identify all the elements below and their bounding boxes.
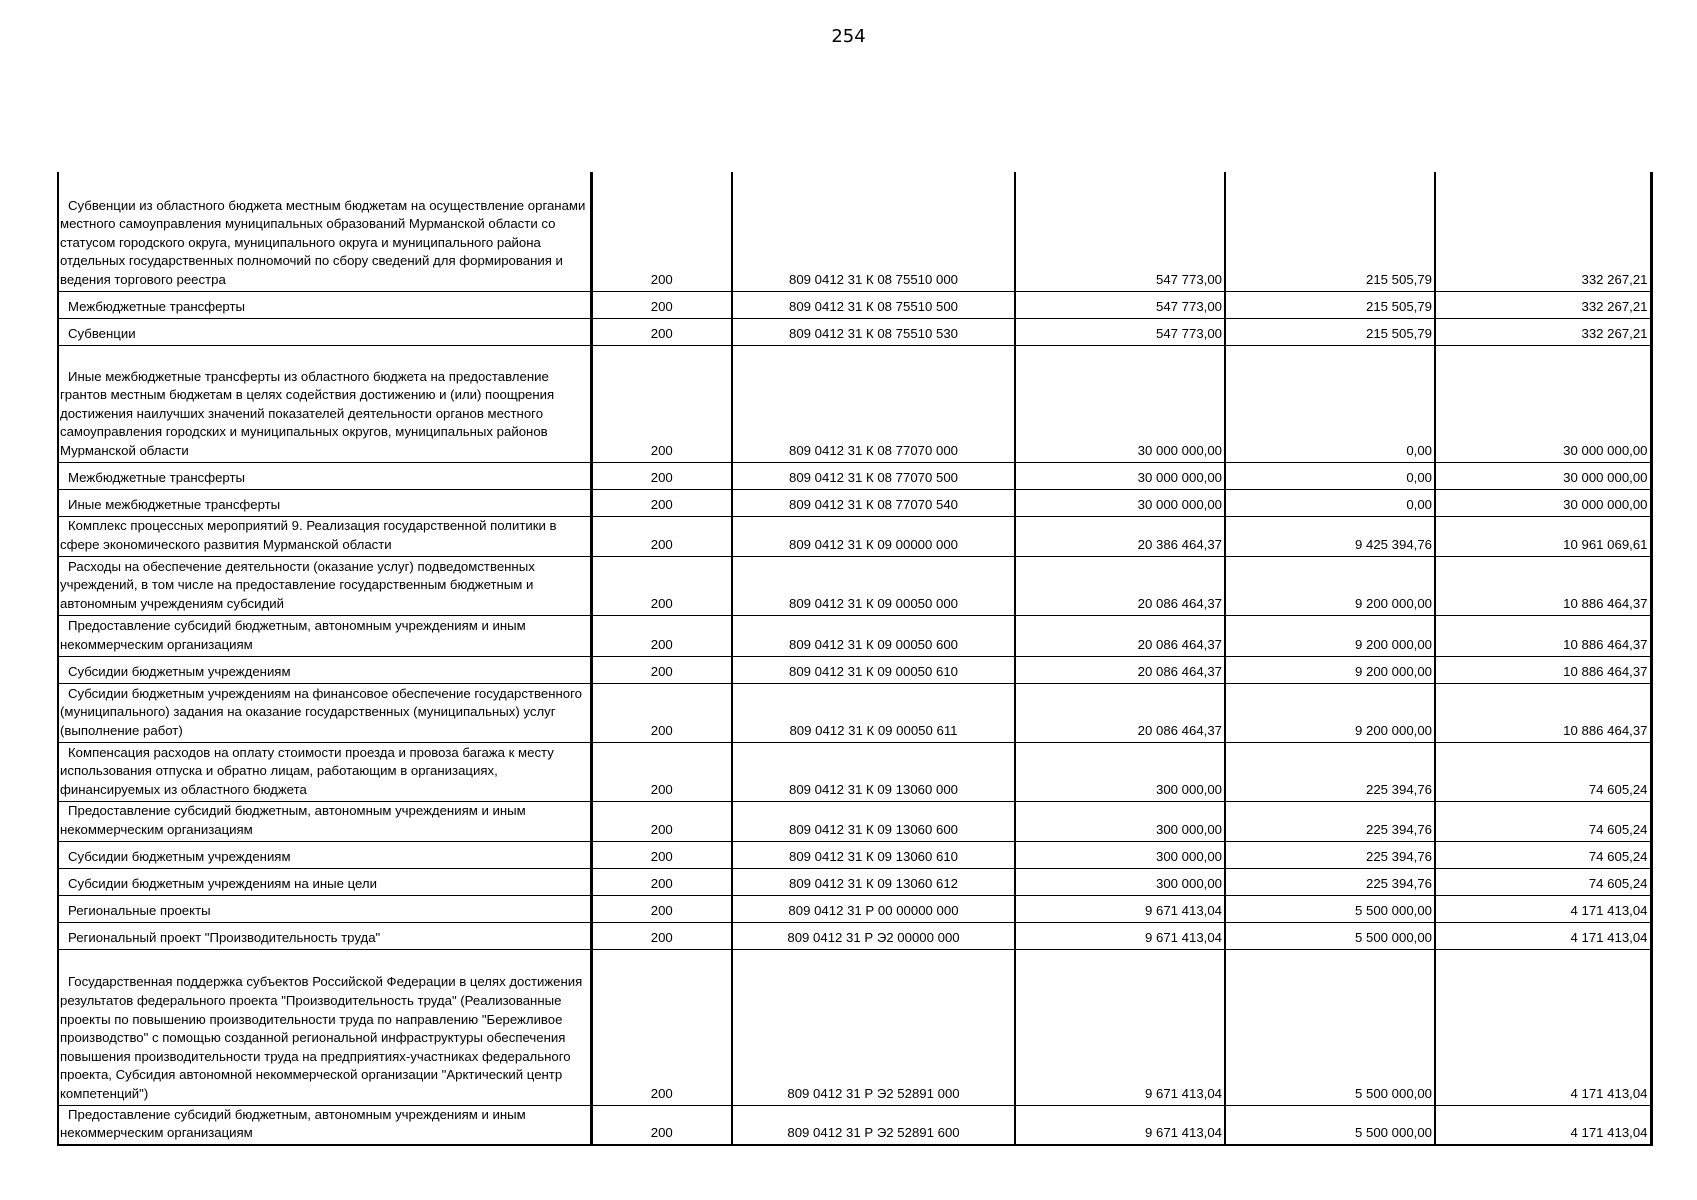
row-unexecuted-cell	[1435, 949, 1651, 1105]
table-body	[58, 172, 1651, 1145]
cell-text: 300 000,00	[1155, 875, 1222, 891]
cell-text: 200	[650, 1085, 673, 1101]
cell-text: 809 0412 31 Р Э2 52891 600	[787, 1125, 960, 1141]
cell-text: 30 000 000,00	[1563, 442, 1648, 458]
cell-text: 200	[650, 781, 673, 797]
cell-text: 74 605,24	[1588, 781, 1648, 797]
row-code-cell	[732, 291, 1015, 318]
cell-text: Государственная поддержка субъектов Российской Федерации в целях достижения результатов федерального проекта "Производительность труда" (Реализованные проекты по повышению производительности труда по направлению "Бережливое производство" с помощью созданной региональной инфраструктуры обеспечения повышения производительности труда на предприятиях-участниках федерального проекта, Субсидия автономной некоммерческой организации "Арктический центр компетенций")	[60, 974, 583, 1101]
cell-text: Субсидии бюджетным учреждениям	[68, 663, 291, 679]
cell-text: 225 394,76	[1365, 848, 1432, 864]
cell-text: 200	[650, 469, 673, 485]
row-status-cell	[591, 489, 732, 516]
table-row	[58, 615, 1651, 656]
row-name-cell	[58, 462, 591, 489]
cell-text: 30 000 000,00	[1563, 496, 1648, 512]
row-executed-cell	[1225, 345, 1435, 462]
cell-text: 200	[650, 298, 673, 314]
row-status-cell	[591, 801, 732, 841]
cell-text: 74 605,24	[1588, 875, 1648, 891]
row-name-cell	[58, 895, 591, 922]
row-code-cell	[732, 462, 1015, 489]
cell-text: 20 086 464,37	[1137, 636, 1222, 652]
row-executed-cell	[1225, 841, 1435, 868]
row-code-cell	[732, 742, 1015, 801]
table-row	[58, 345, 1651, 462]
row-status-cell	[591, 516, 732, 556]
cell-text: 809 0412 31 К 09 13060 000	[788, 781, 959, 797]
row-code-cell	[732, 345, 1015, 462]
row-executed-cell	[1225, 291, 1435, 318]
cell-text: 20 086 464,37	[1137, 663, 1222, 679]
row-executed-cell	[1225, 516, 1435, 556]
cell-text: Региональные проекты	[68, 902, 211, 918]
cell-text: 809 0412 31 К 09 13060 612	[788, 875, 959, 891]
cell-text: 809 0412 31 Р 00 00000 000	[788, 902, 959, 918]
table-row	[58, 556, 1651, 615]
cell-text: 809 0412 31 К 08 75510 000	[788, 271, 959, 287]
cell-text: Субсидии бюджетным учреждениям на финансовое обеспечение государственного (муниципального) задания на оказание государственных (муниципальных) услуг (выполнение работ)	[60, 685, 582, 738]
cell-text: Компенсация расходов на оплату стоимости проезда и провоза багажа к месту использования отпуска и обратно лицам, работающим в организациях, финансируемых из областного бюджета	[60, 744, 554, 797]
cell-text: 9 671 413,04	[1144, 929, 1222, 945]
cell-text: 9 425 394,76	[1354, 536, 1432, 552]
row-status-cell	[591, 1105, 732, 1145]
cell-text: Межбюджетные трансферты	[68, 298, 245, 314]
row-code-cell	[732, 489, 1015, 516]
row-name-cell	[58, 345, 591, 462]
row-code-cell	[732, 615, 1015, 656]
cell-text: 200	[650, 875, 673, 891]
row-approved-cell	[1015, 318, 1225, 345]
cell-text: 200	[650, 595, 673, 611]
cell-text: 4 171 413,04	[1570, 902, 1648, 918]
cell-text: 200	[650, 1125, 673, 1141]
row-name-cell	[58, 489, 591, 516]
row-executed-cell	[1225, 801, 1435, 841]
cell-text: 225 394,76	[1365, 821, 1432, 837]
cell-text: 5 500 000,00	[1354, 929, 1432, 945]
table-row	[58, 922, 1651, 949]
row-approved-cell	[1015, 868, 1225, 895]
budget-execution-table	[57, 172, 1653, 1146]
cell-text: 332 267,21	[1581, 271, 1648, 287]
table-row	[58, 841, 1651, 868]
table-row	[58, 318, 1651, 345]
row-code-cell	[732, 841, 1015, 868]
row-approved-cell	[1015, 556, 1225, 615]
table-row	[58, 516, 1651, 556]
row-name-cell	[58, 868, 591, 895]
cell-text: Субвенции	[68, 325, 136, 341]
row-unexecuted-cell	[1435, 801, 1651, 841]
row-approved-cell	[1015, 922, 1225, 949]
cell-text: 4 171 413,04	[1570, 1125, 1648, 1141]
cell-text: 5 500 000,00	[1354, 1085, 1432, 1101]
row-code-cell	[732, 949, 1015, 1105]
cell-text: 200	[650, 929, 673, 945]
row-executed-cell	[1225, 615, 1435, 656]
row-unexecuted-cell	[1435, 556, 1651, 615]
cell-text: 809 0412 31 К 08 77070 540	[788, 496, 959, 512]
cell-text: 0,00	[1406, 442, 1432, 458]
cell-text: 809 0412 31 К 09 00050 000	[788, 595, 959, 611]
cell-text: 809 0412 31 К 09 13060 610	[788, 848, 959, 864]
cell-text: 9 671 413,04	[1144, 1085, 1222, 1101]
row-code-cell	[732, 895, 1015, 922]
row-unexecuted-cell	[1435, 516, 1651, 556]
row-code-cell	[732, 656, 1015, 683]
cell-text: 9 671 413,04	[1144, 1125, 1222, 1141]
row-approved-cell	[1015, 489, 1225, 516]
table-row	[58, 291, 1651, 318]
row-executed-cell	[1225, 318, 1435, 345]
cell-text: 200	[650, 496, 673, 512]
page-number: 254	[831, 26, 866, 47]
row-name-cell	[58, 841, 591, 868]
row-approved-cell	[1015, 615, 1225, 656]
row-code-cell	[732, 1105, 1015, 1145]
cell-text: 809 0412 31 К 08 77070 000	[788, 442, 959, 458]
cell-text: 200	[650, 442, 673, 458]
cell-text: 4 171 413,04	[1570, 929, 1648, 945]
row-status-cell	[591, 868, 732, 895]
cell-text: 200	[650, 271, 673, 287]
row-name-cell	[58, 742, 591, 801]
row-code-cell	[732, 683, 1015, 742]
cell-text: 30 000 000,00	[1563, 469, 1648, 485]
cell-text: Предоставление субсидий бюджетным, автономным учреждениям и иным некоммерческим организациям	[60, 618, 526, 652]
row-approved-cell	[1015, 895, 1225, 922]
row-executed-cell	[1225, 922, 1435, 949]
row-executed-cell	[1225, 462, 1435, 489]
cell-text: 9 200 000,00	[1354, 663, 1432, 679]
cell-text: 74 605,24	[1588, 848, 1648, 864]
cell-text: Иные межбюджетные трансферты	[68, 496, 281, 512]
cell-text: Расходы на обеспечение деятельности (оказание услуг) подведомственных учреждений, в том числе на предоставление государственным бюджетным и автономным учреждениям субсидий	[60, 558, 535, 611]
row-name-cell	[58, 922, 591, 949]
row-name-cell	[58, 516, 591, 556]
row-status-cell	[591, 291, 732, 318]
row-status-cell	[591, 841, 732, 868]
row-approved-cell	[1015, 742, 1225, 801]
table-row	[58, 1105, 1651, 1145]
row-code-cell	[732, 172, 1015, 291]
cell-text: 300 000,00	[1155, 781, 1222, 797]
row-name-cell	[58, 801, 591, 841]
row-executed-cell	[1225, 172, 1435, 291]
cell-text: 5 500 000,00	[1354, 1125, 1432, 1141]
cell-text: 20 086 464,37	[1137, 722, 1222, 738]
cell-text: 300 000,00	[1155, 821, 1222, 837]
table-row	[58, 868, 1651, 895]
row-name-cell	[58, 291, 591, 318]
row-name-cell	[58, 318, 591, 345]
cell-text: 809 0412 31 Р Э2 00000 000	[787, 929, 960, 945]
cell-text: 5 500 000,00	[1354, 902, 1432, 918]
cell-text: 200	[650, 663, 673, 679]
row-status-cell	[591, 949, 732, 1105]
cell-text: 200	[650, 636, 673, 652]
cell-text: 809 0412 31 К 08 75510 530	[788, 325, 959, 341]
row-executed-cell	[1225, 489, 1435, 516]
row-unexecuted-cell	[1435, 462, 1651, 489]
cell-text: 30 000 000,00	[1137, 469, 1222, 485]
cell-text: 10 961 069,61	[1563, 536, 1648, 552]
row-approved-cell	[1015, 345, 1225, 462]
table-row	[58, 172, 1651, 291]
row-executed-cell	[1225, 656, 1435, 683]
row-status-cell	[591, 742, 732, 801]
row-unexecuted-cell	[1435, 318, 1651, 345]
cell-text: 809 0412 31 К 09 00050 611	[789, 722, 958, 738]
row-name-cell	[58, 949, 591, 1105]
table-row	[58, 895, 1651, 922]
cell-text: Иные межбюджетные трансферты из областного бюджета на предоставление грантов местным бюджетам в целях содействия достижению и (или) поощрения достижения наилучших значений показателей деятельности органов местного самоуправления городских и муниципальных округов, муниципальных районов Мурманской области	[60, 368, 555, 458]
cell-text: 200	[650, 848, 673, 864]
cell-text: 225 394,76	[1365, 781, 1432, 797]
row-executed-cell	[1225, 895, 1435, 922]
row-approved-cell	[1015, 656, 1225, 683]
row-status-cell	[591, 922, 732, 949]
cell-text: 547 773,00	[1155, 271, 1222, 287]
cell-text: 20 386 464,37	[1137, 536, 1222, 552]
row-status-cell	[591, 615, 732, 656]
row-code-cell	[732, 801, 1015, 841]
row-code-cell	[732, 516, 1015, 556]
row-code-cell	[732, 922, 1015, 949]
cell-text: 200	[650, 821, 673, 837]
table-row	[58, 489, 1651, 516]
cell-text: 215 505,79	[1365, 325, 1432, 341]
cell-text: 332 267,21	[1581, 298, 1648, 314]
cell-text: 809 0412 31 Р Э2 52891 000	[787, 1085, 960, 1101]
row-approved-cell	[1015, 683, 1225, 742]
cell-text: 225 394,76	[1365, 875, 1432, 891]
cell-text: Региональный проект "Производительность труда"	[68, 929, 381, 945]
cell-text: 20 086 464,37	[1137, 595, 1222, 611]
row-executed-cell	[1225, 556, 1435, 615]
row-status-cell	[591, 656, 732, 683]
table-row	[58, 949, 1651, 1105]
row-unexecuted-cell	[1435, 172, 1651, 291]
cell-text: Субсидии бюджетным учреждениям на иные цели	[68, 875, 377, 891]
row-unexecuted-cell	[1435, 868, 1651, 895]
cell-text: 215 505,79	[1365, 271, 1432, 287]
row-name-cell	[58, 683, 591, 742]
cell-text: 9 200 000,00	[1354, 722, 1432, 738]
row-approved-cell	[1015, 1105, 1225, 1145]
row-name-cell	[58, 1105, 591, 1145]
table-row	[58, 683, 1651, 742]
row-code-cell	[732, 868, 1015, 895]
cell-text: 10 886 464,37	[1563, 722, 1648, 738]
row-approved-cell	[1015, 462, 1225, 489]
row-unexecuted-cell	[1435, 683, 1651, 742]
row-approved-cell	[1015, 841, 1225, 868]
row-unexecuted-cell	[1435, 1105, 1651, 1145]
cell-text: 809 0412 31 К 08 77070 500	[788, 469, 959, 485]
row-status-cell	[591, 683, 732, 742]
cell-text: Межбюджетные трансферты	[68, 469, 245, 485]
row-approved-cell	[1015, 949, 1225, 1105]
row-name-cell	[58, 615, 591, 656]
row-unexecuted-cell	[1435, 922, 1651, 949]
row-executed-cell	[1225, 949, 1435, 1105]
cell-text: 200	[650, 722, 673, 738]
row-name-cell	[58, 556, 591, 615]
cell-text: 10 886 464,37	[1563, 663, 1648, 679]
row-status-cell	[591, 345, 732, 462]
cell-text: 200	[650, 902, 673, 918]
cell-text: 0,00	[1406, 469, 1432, 485]
row-name-cell	[58, 172, 591, 291]
cell-text: 10 886 464,37	[1563, 636, 1648, 652]
row-name-cell	[58, 656, 591, 683]
cell-text: Комплекс процессных мероприятий 9. Реализация государственной политики в сфере экономического развития Мурманской области	[60, 518, 557, 552]
cell-text: 30 000 000,00	[1137, 496, 1222, 512]
table-row	[58, 656, 1651, 683]
row-code-cell	[732, 318, 1015, 345]
cell-text: 547 773,00	[1155, 298, 1222, 314]
table-row	[58, 801, 1651, 841]
cell-text: 809 0412 31 К 09 00050 610	[788, 663, 959, 679]
cell-text: 547 773,00	[1155, 325, 1222, 341]
cell-text: Субвенции из областного бюджета местным бюджетам на осуществление органами местного самоуправления муниципальных образований Мурманской области со статусом городского округа, муниципального округа и муниципального района отдельных государственных полномочий по сбору сведений для формирования и ведения торгового реестра	[60, 197, 586, 287]
row-unexecuted-cell	[1435, 615, 1651, 656]
cell-text: 300 000,00	[1155, 848, 1222, 864]
cell-text: 809 0412 31 К 09 00050 600	[788, 636, 959, 652]
cell-text: 30 000 000,00	[1137, 442, 1222, 458]
row-unexecuted-cell	[1435, 291, 1651, 318]
row-code-cell	[732, 556, 1015, 615]
row-unexecuted-cell	[1435, 345, 1651, 462]
cell-text: 74 605,24	[1588, 821, 1648, 837]
cell-text: 809 0412 31 К 09 00000 000	[788, 536, 959, 552]
row-status-cell	[591, 895, 732, 922]
row-status-cell	[591, 318, 732, 345]
row-unexecuted-cell	[1435, 895, 1651, 922]
row-executed-cell	[1225, 1105, 1435, 1145]
row-executed-cell	[1225, 742, 1435, 801]
row-unexecuted-cell	[1435, 656, 1651, 683]
cell-text: 809 0412 31 К 09 13060 600	[788, 821, 959, 837]
row-executed-cell	[1225, 683, 1435, 742]
row-status-cell	[591, 556, 732, 615]
row-status-cell	[591, 462, 732, 489]
cell-text: 4 171 413,04	[1570, 1085, 1648, 1101]
cell-text: Предоставление субсидий бюджетным, автономным учреждениям и иным некоммерческим организациям	[60, 803, 526, 837]
row-approved-cell	[1015, 801, 1225, 841]
cell-text: Субсидии бюджетным учреждениям	[68, 848, 291, 864]
cell-text: 9 671 413,04	[1144, 902, 1222, 918]
row-unexecuted-cell	[1435, 742, 1651, 801]
cell-text: 9 200 000,00	[1354, 595, 1432, 611]
row-approved-cell	[1015, 172, 1225, 291]
cell-text: 0,00	[1406, 496, 1432, 512]
cell-text: 10 886 464,37	[1563, 595, 1648, 611]
cell-text: 200	[650, 536, 673, 552]
cell-text: 9 200 000,00	[1354, 636, 1432, 652]
cell-text: 809 0412 31 К 08 75510 500	[788, 298, 959, 314]
row-unexecuted-cell	[1435, 489, 1651, 516]
row-unexecuted-cell	[1435, 841, 1651, 868]
row-approved-cell	[1015, 516, 1225, 556]
row-status-cell	[591, 172, 732, 291]
cell-text: 215 505,79	[1365, 298, 1432, 314]
table-row	[58, 462, 1651, 489]
table-row	[58, 742, 1651, 801]
row-executed-cell	[1225, 868, 1435, 895]
cell-text: 200	[650, 325, 673, 341]
cell-text: 332 267,21	[1581, 325, 1648, 341]
cell-text: Предоставление субсидий бюджетным, автономным учреждениям и иным некоммерческим организациям	[60, 1106, 526, 1141]
row-approved-cell	[1015, 291, 1225, 318]
